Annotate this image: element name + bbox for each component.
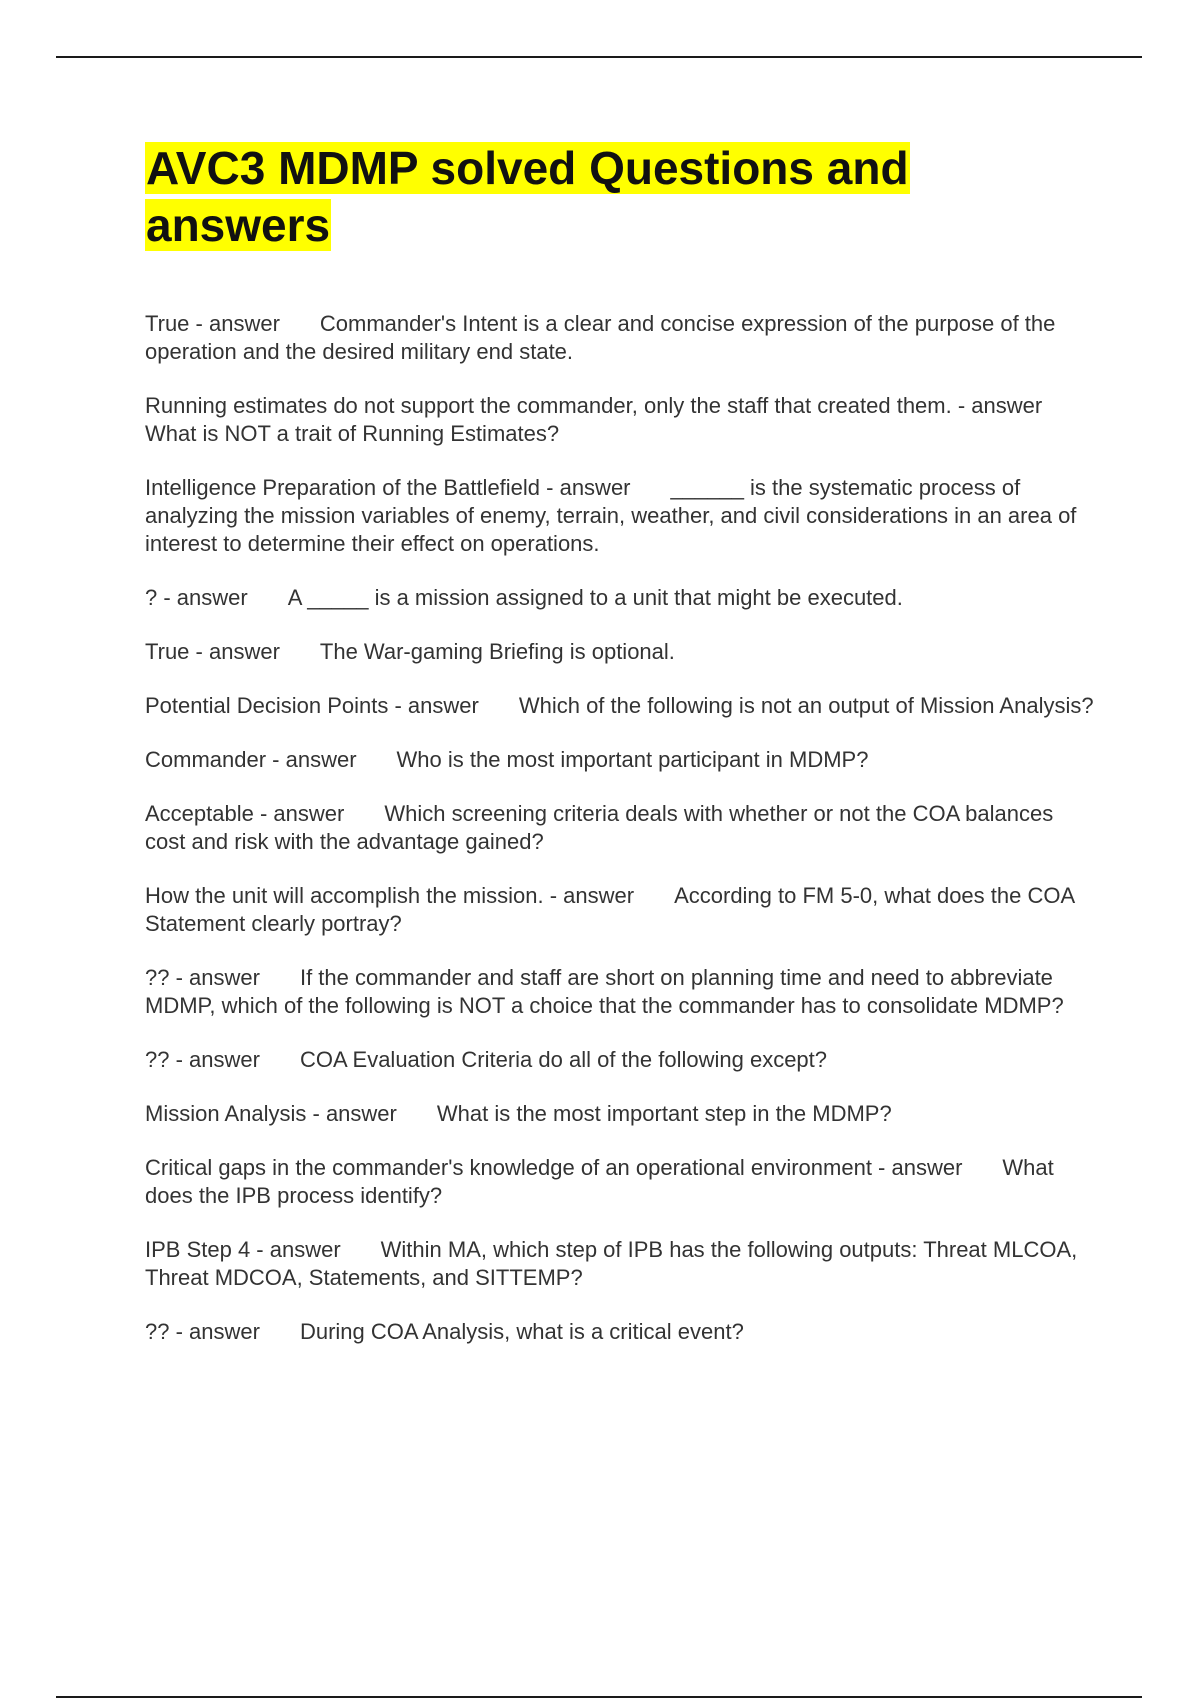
qa-item [145,584,1095,612]
qa-question: Which of the following is not an output of Mission Analysis? [518,693,1094,718]
qa-answer: Commander - answer [145,747,357,772]
bottom-rule [56,1696,1142,1698]
qa-item [145,310,1095,366]
qa-question: According to FM 5-0, what does the COA Statement clearly portray? [145,883,1074,936]
qa-item [145,1154,1095,1210]
qa-question: Which screening criteria deals with whether or not the COA balances cost and risk with the advantage gained? [145,801,1054,854]
qa-answer: True - answer [145,639,280,664]
qa-list [145,310,1095,1372]
qa-answer: ?? - answer [145,1047,260,1072]
qa-answer: Intelligence Preparation of the Battlefield - answer [145,475,631,500]
qa-answer: IPB Step 4 - answer [145,1237,341,1262]
qa-answer: True - answer [145,311,280,336]
qa-item [145,800,1095,856]
qa-answer: ? - answer [145,585,248,610]
qa-question: What is the most important step in the MDMP? [436,1101,892,1126]
qa-question: The War-gaming Briefing is optional. [319,639,675,664]
qa-answer: Critical gaps in the commander's knowledge of an operational environment - answer [145,1155,963,1180]
document-title [145,140,1105,254]
qa-question: Within MA, which step of IPB has the following outputs: Threat MLCOA, Threat MDCOA, Statements, and SITTEMP? [145,1237,1078,1290]
qa-item [145,474,1095,558]
qa-question: What is NOT a trait of Running Estimates? [145,421,560,446]
qa-item [145,1318,1095,1346]
qa-question: A _____ is a mission assigned to a unit that might be executed. [287,585,903,610]
qa-answer: Running estimates do not support the commander, only the staff that created them. - answer [145,393,1043,418]
qa-item [145,1236,1095,1292]
qa-item [145,692,1095,720]
document-title-text: AVC3 MDMP solved Questions and answers [146,142,909,251]
qa-question: Commander's Intent is a clear and concise expression of the purpose of the operation and the desired military end state. [145,311,1056,364]
qa-answer: ?? - answer [145,965,260,990]
qa-answer: Mission Analysis - answer [145,1101,397,1126]
qa-item [145,392,1095,448]
top-rule [56,56,1142,58]
qa-answer: ?? - answer [145,1319,260,1344]
qa-answer: Acceptable - answer [145,801,345,826]
qa-question: During COA Analysis, what is a critical event? [299,1319,744,1344]
qa-question: ______ is the systematic process of analyzing the mission variables of enemy, terrain, weather, and civil considerations in an area of interest to determine their effect on operations. [145,475,1077,556]
qa-answer: Potential Decision Points - answer [145,693,479,718]
qa-item [145,882,1095,938]
qa-item [145,1046,1095,1074]
qa-question: What does the IPB process identify? [145,1155,1054,1208]
qa-question: If the commander and staff are short on planning time and need to abbreviate MDMP, which of the following is NOT a choice that the commander has to consolidate MDMP? [145,965,1064,1018]
qa-question: Who is the most important participant in MDMP? [396,747,869,772]
qa-answer: How the unit will accomplish the mission. - answer [145,883,635,908]
qa-item [145,746,1095,774]
qa-question: COA Evaluation Criteria do all of the following except? [299,1047,828,1072]
qa-item [145,964,1095,1020]
qa-item [145,638,1095,666]
qa-item [145,1100,1095,1128]
